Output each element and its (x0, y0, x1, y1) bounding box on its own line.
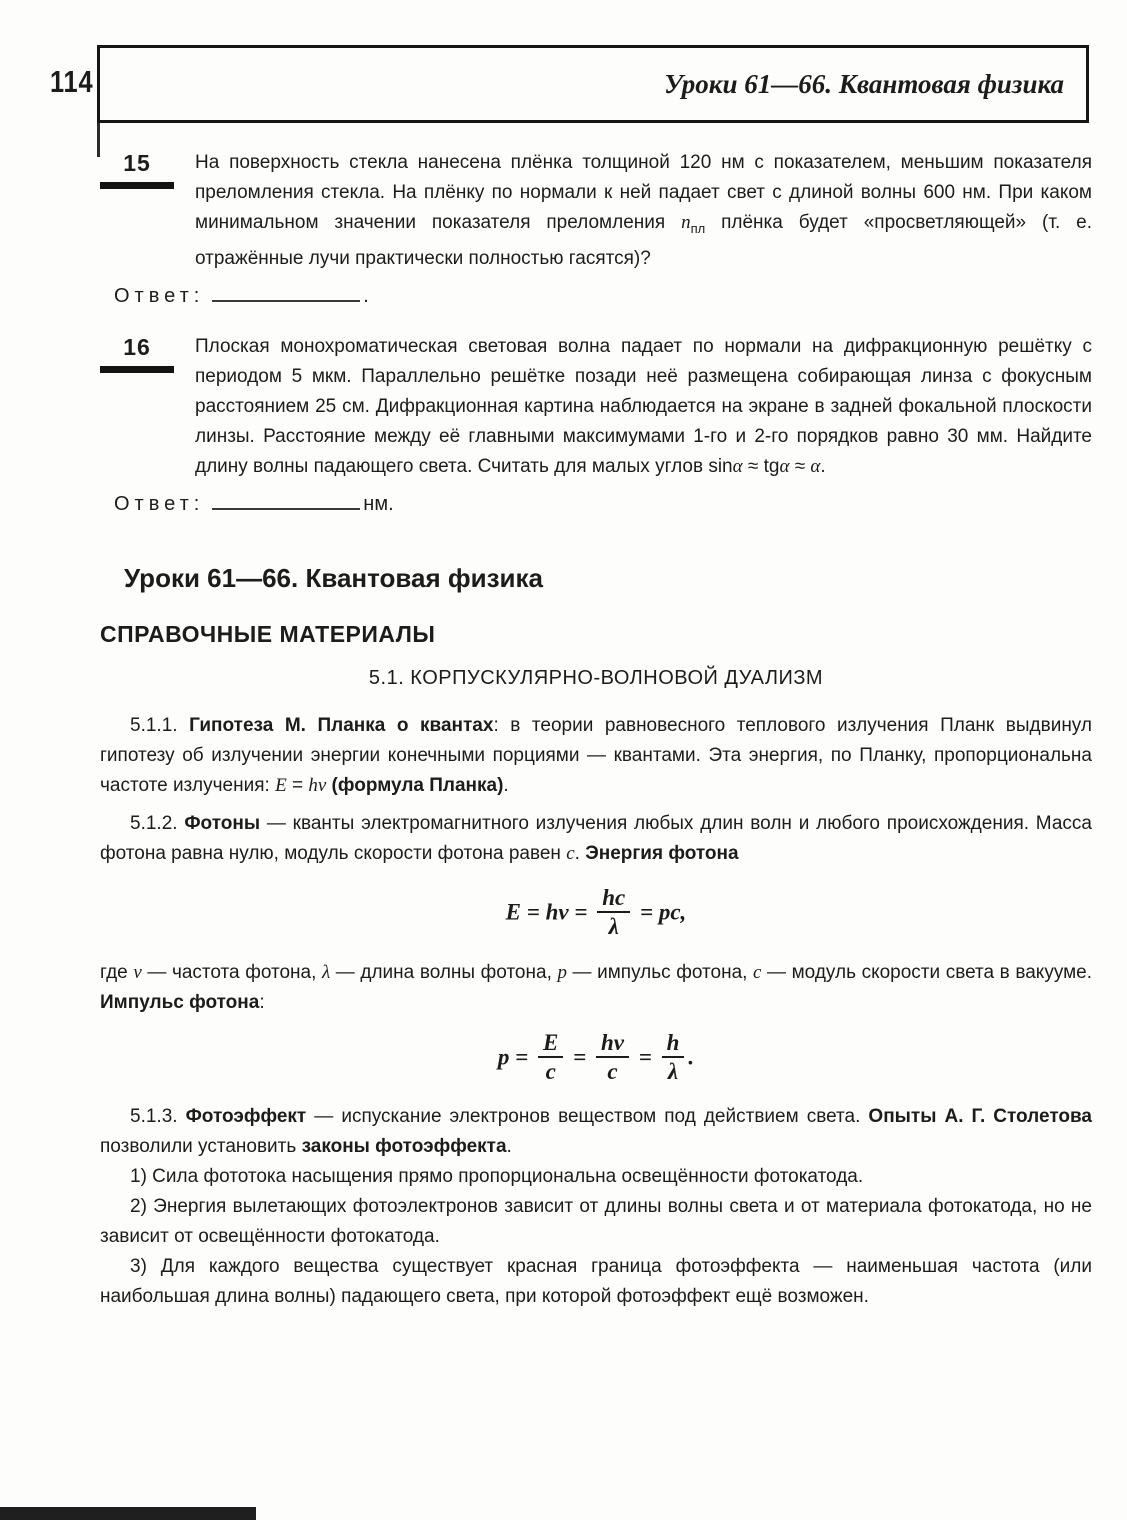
fraction-E-over-c: $\frac{E}{c}$ (538, 1030, 563, 1085)
formula-term: . (688, 1043, 695, 1069)
paragraph-5-1-2: 5.1.2. Фотоны — кванты электромагнитного излучения любых длин волн и любого происхождения. Масса фотона равна нулю, модуль скорости фотона равен c. Энергия фотона (100, 813, 1092, 864)
formula-term: = pc, (634, 899, 687, 925)
formula-term: = (632, 1043, 658, 1069)
answer-blank-16 (212, 494, 360, 510)
problem-16-bar (100, 366, 174, 373)
paragraph-5-1-1: 5.1.1. Гипотеза М. Планка о квантах: в теории равновесного теплового излучения Планк выдвинул гипотезу об излучении энергии конечными порциями — квантами. Эта энергия, по Планку, пропорциональна частоте излучения: E = hν (формула Планка). (100, 715, 1092, 796)
problem-15-bar (100, 182, 174, 189)
fraction-h-over-lambda: $\frac{h}{\lambda}$ (662, 1030, 685, 1085)
problem-15-number: 15 (123, 150, 151, 176)
section-title: Уроки 61—66. Квантовая физика (124, 563, 544, 593)
photon-momentum-formula (100, 1024, 1092, 1091)
running-header-box (97, 45, 1089, 123)
formula-term: E = hν = (505, 899, 594, 925)
page-content (100, 148, 1092, 1312)
answer-blank-15 (212, 286, 360, 302)
problem-16-marker (100, 332, 195, 482)
problem-15-text: На поверхность стекла нанесена плёнка толщиной 120 нм с показателем, меньшим показателя преломления стекла. На плёнку по нормали к ней падает свет с длиной волны 600 нм. При каком минимальном значении показателя преломления $n_{пл}$ плёнка будет «просветляющей» (т. е. отражённые лучи практически полностью гасятся)? (195, 152, 1092, 269)
photoeffect-law-2: 2) Энергия вылетающих фотоэлектронов зависит от длины волны света и от материала фотокатода, но не зависит от освещённости фотокатода. (100, 1196, 1092, 1248)
answer-line-16 (114, 489, 1092, 519)
paragraph-5-1-3: 5.1.3. Фотоэффект — испускание электронов веществом под действием света. Опыты А. Г. Столетова позволили установить законы фотоэффекта. (100, 1106, 1092, 1158)
fraction-hnu-over-c: $\frac{h\nu}{c}$ (596, 1030, 629, 1085)
fraction-hc-over-lambda: $\frac{hc}{\lambda}$ (597, 885, 630, 940)
spacer (100, 311, 1092, 332)
scan-artifact-bar (0, 1507, 256, 1520)
page-number: 114 (50, 64, 94, 99)
photoeffect-law-1: 1) Сила фототока насыщения прямо пропорциональна освещённости фотокатода. (130, 1166, 864, 1188)
paragraph-photon-vars: где ν — частота фотона, λ — длина волны фотона, p — импульс фотона, c — модуль скорости света в вакууме. Импульс фотона: (100, 961, 1093, 1013)
subsection-heading: 5.1. КОРПУСКУЛЯРНО-ВОЛНОВОЙ ДУАЛИЗМ (368, 667, 824, 689)
problem-16-text: Плоская монохроматическая световая волна падает по нормали на дифракционную решётку с периодом 5 мкм. Параллельно решётке позади неё размещена собирающая линза с фокусным расстоянием 25 см. Дифракционная картина наблюдается на экране в задней фокальной плоскости линзы. Расстояние между её главными максимумами 1-го и 2-го порядков равно 30 мм. Найдите длину волны падающего света. Считать для малых углов sinα ≈ tgα ≈ α. (195, 336, 1092, 477)
problem-16-number: 16 (123, 334, 151, 360)
answer-label-16: Ответ: (114, 493, 205, 515)
answer-label-15: Ответ: (114, 285, 205, 307)
running-header-title: Уроки 61—66. Квантовая физика (664, 68, 1064, 99)
photon-energy-formula (100, 879, 1092, 946)
problem-15 (100, 148, 1092, 274)
answer-suffix-16: нм. (363, 493, 394, 515)
answer-suffix-15: . (363, 285, 369, 307)
problem-15-marker (100, 148, 195, 274)
answer-line-15 (114, 281, 1092, 311)
problem-16 (100, 332, 1092, 482)
formula-term: p = (497, 1043, 534, 1069)
materials-heading: СПРАВОЧНЫЕ МАТЕРИАЛЫ (100, 621, 436, 647)
formula-term: = (567, 1043, 592, 1069)
photoeffect-law-3: 3) Для каждого вещества существует красная граница фотоэффекта — наименьшая частота (или наибольшая длина волны) падающего света, при которой фотоэффект ещё возможен. (100, 1256, 1092, 1308)
